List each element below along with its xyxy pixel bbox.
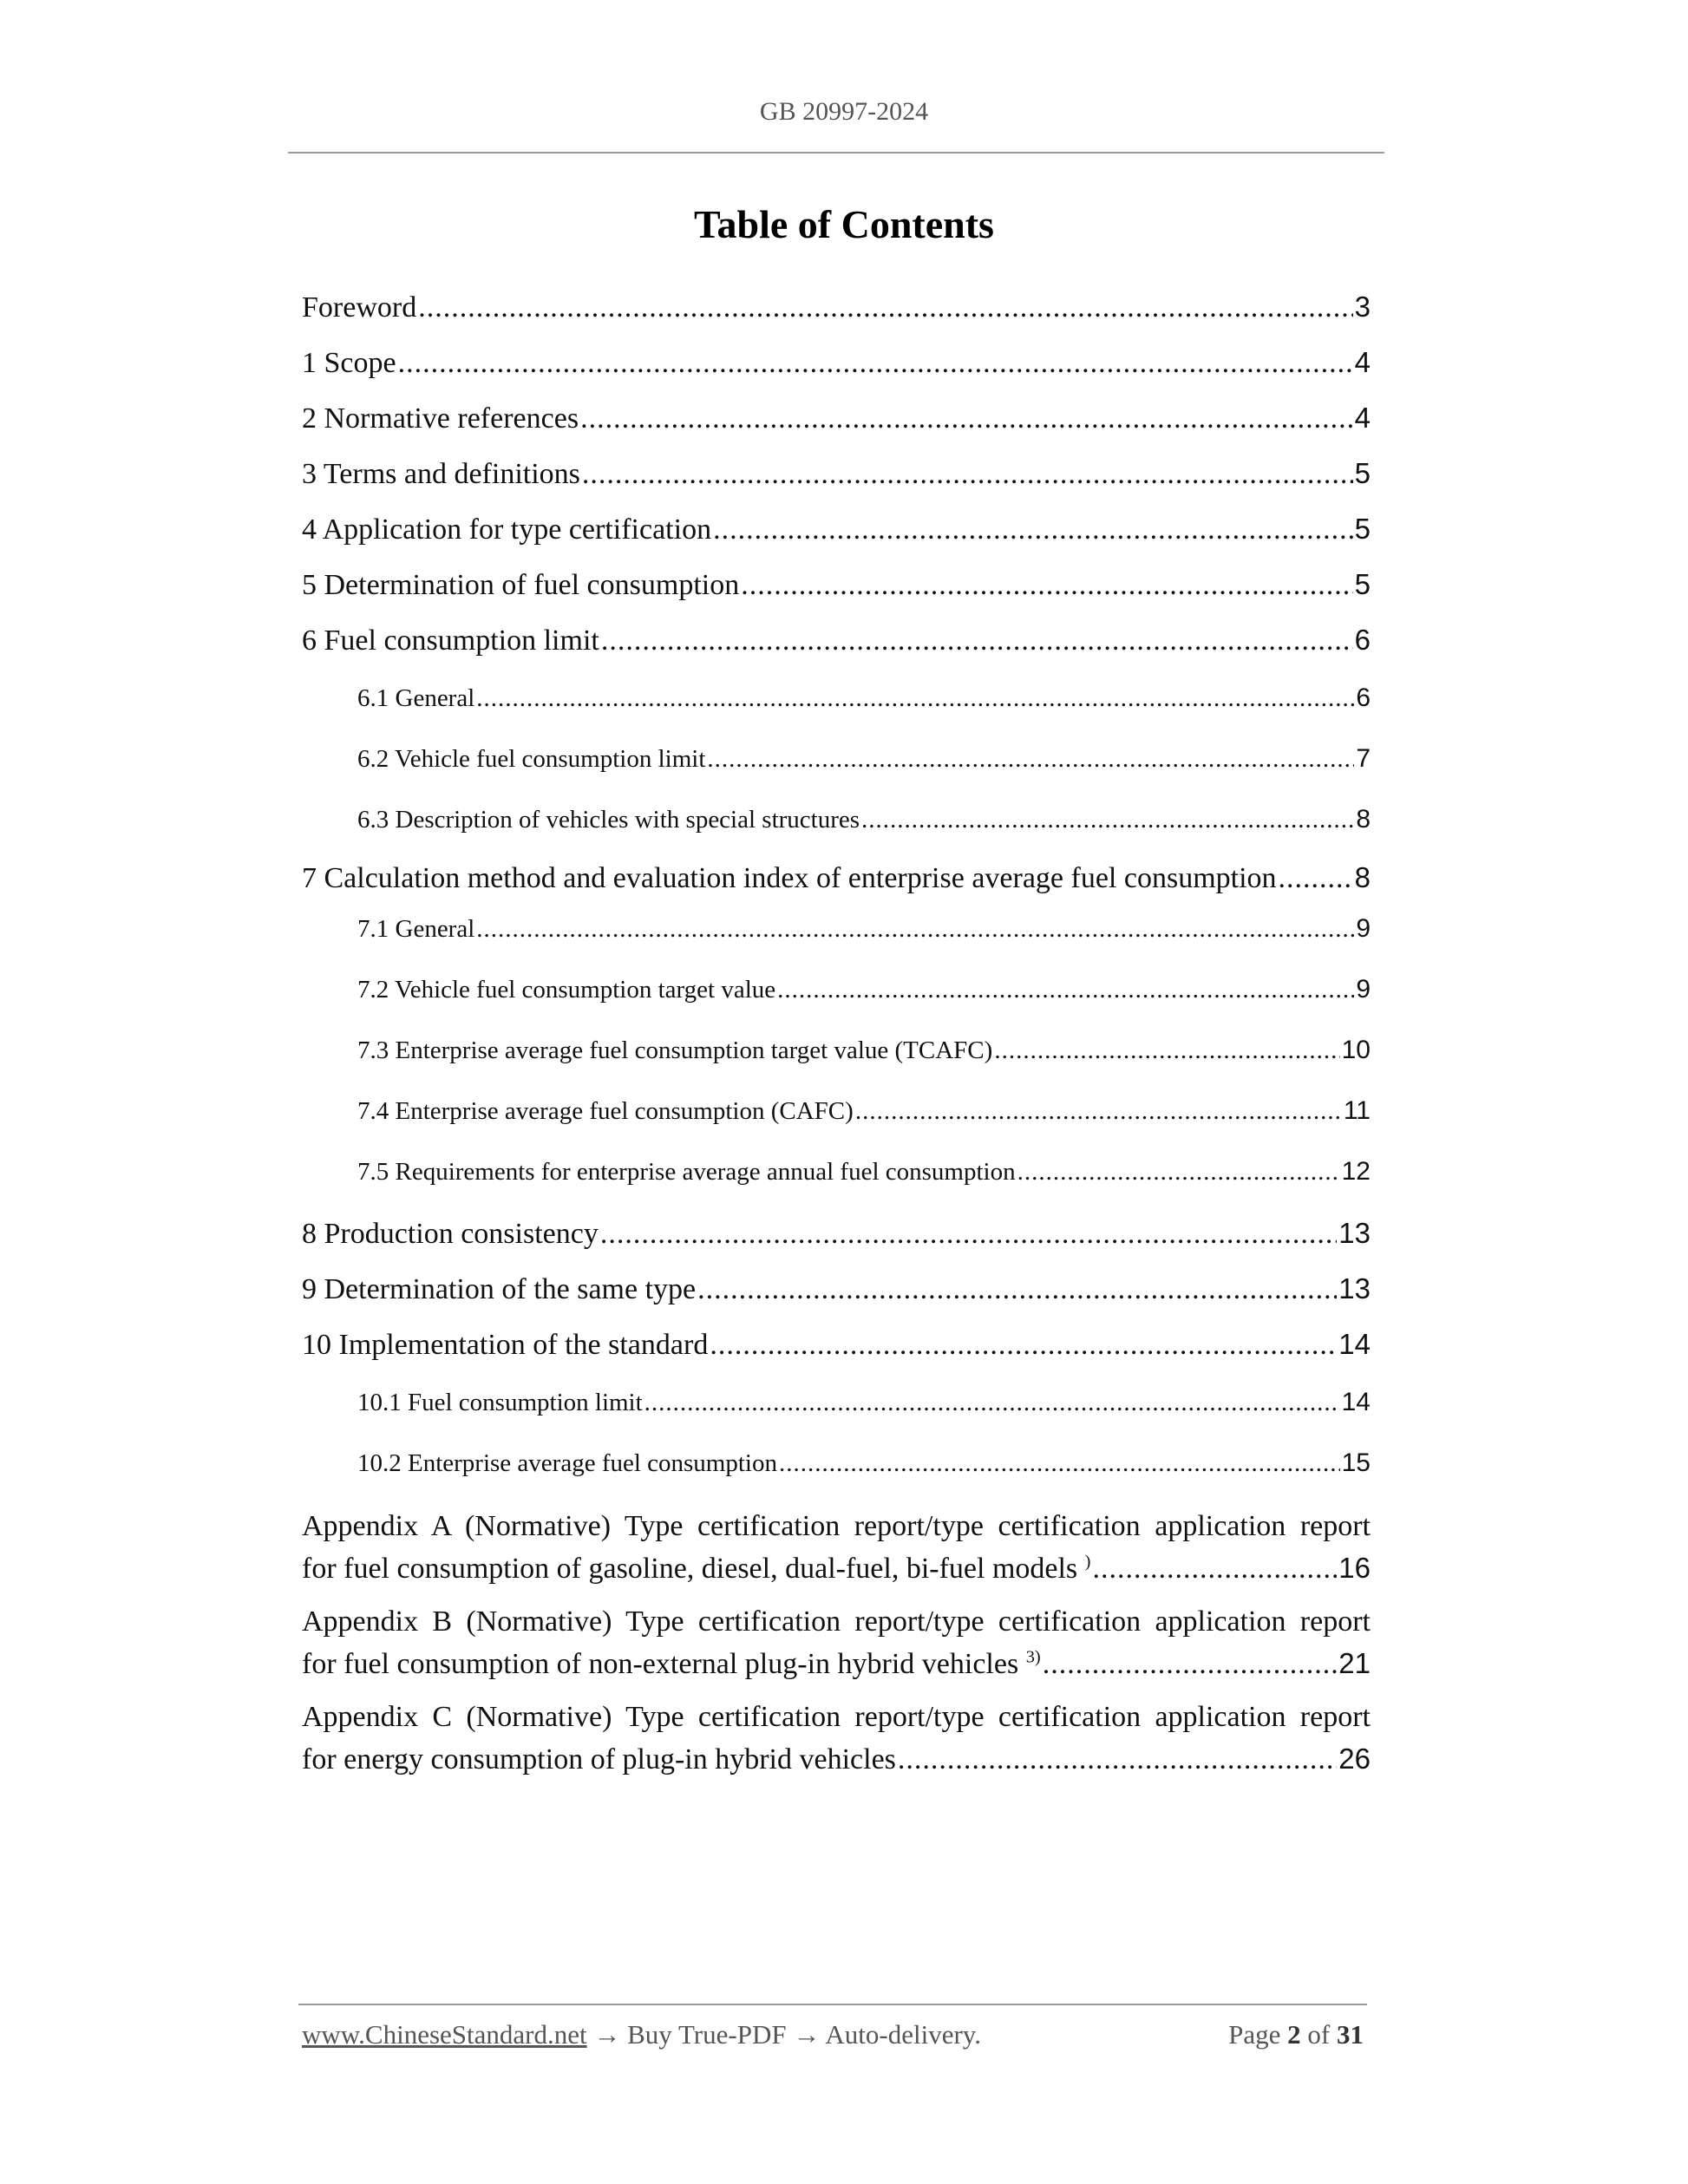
toc-entry-fuel-limit[interactable]: 6 Fuel consumption limit ..... 6: [302, 612, 1371, 668]
toc-entry-7-2[interactable]: 7.2 Vehicle fuel consumption target value ..... 9: [302, 959, 1371, 1020]
toc-entry-7-5[interactable]: 7.5 Requirements for enterprise average annual fuel consumption ..... 12: [302, 1141, 1371, 1202]
toc-entry-appendix-c[interactable]: Appendix C (Normative) Type certification report/type certification application report for energy consumption of plug-in hybrid vehicles ..... 26: [302, 1697, 1371, 1780]
toc-entry-calculation-method[interactable]: 7 Calculation method and evaluation index of enterprise average fuel consumption ..... 8: [302, 850, 1371, 899]
toc-entry-appendix-a[interactable]: Appendix A (Normative) Type certification report/type certification application report for fuel consumption of gasoline, diesel, dual-fuel, bi-fuel models ) ..... 16: [302, 1506, 1371, 1589]
arrow-icon: →: [793, 2019, 821, 2050]
chinesestandard-link[interactable]: www.ChineseStandard.net: [302, 2019, 587, 2050]
header-divider: [288, 152, 1384, 154]
toc-entry-implementation[interactable]: 10 Implementation of the standard ..... 14: [302, 1317, 1371, 1372]
toc-entry-same-type[interactable]: 9 Determination of the same type ..... 13: [302, 1261, 1371, 1317]
toc-entry-determination[interactable]: 5 Determination of fuel consumption ..... 5: [302, 557, 1371, 612]
page-title: Table of Contents: [694, 202, 994, 246]
toc-entry-normative-references[interactable]: 2 Normative references ..... 4: [302, 390, 1371, 446]
toc-entry-foreword[interactable]: Foreword ..... 3: [302, 279, 1371, 335]
toc-entry-appendix-b[interactable]: Appendix B (Normative) Type certification report/type certification application report for fuel consumption of non-external plug-in hybrid vehicles $^{3)}$ ..... 21: [302, 1601, 1371, 1684]
toc-entry-terms[interactable]: 3 Terms and definitions ..... 5: [302, 446, 1371, 501]
page-number: Page 2 of 31: [1228, 2019, 1364, 2050]
toc-entry-application[interactable]: 4 Application for type certification ..... 5: [302, 501, 1371, 557]
toc-entry-7-1[interactable]: 7.1 General ..... 9: [302, 899, 1371, 959]
toc-entry-production-consistency[interactable]: 8 Production consistency ..... 13: [302, 1206, 1371, 1261]
toc-entry-6-2[interactable]: 6.2 Vehicle fuel consumption limit ..... 7: [302, 729, 1371, 789]
toc-entry-10-2[interactable]: 10.2 Enterprise average fuel consumption ..... 15: [302, 1433, 1371, 1494]
arrow-icon: →: [593, 2019, 621, 2050]
table-of-contents: [302, 279, 1371, 1780]
page-footer: [302, 2019, 1364, 2050]
toc-entry-6-1[interactable]: 6.1 General ..... 6: [302, 668, 1371, 729]
toc-entry-7-4[interactable]: 7.4 Enterprise average fuel consumption (CAFC) ..... 11: [302, 1081, 1371, 1141]
toc-entry-scope[interactable]: 1 Scope ..... 4: [302, 335, 1371, 390]
footer-promo: www.ChineseStandard.net → Buy True-PDF → Auto-delivery.: [302, 2019, 982, 2050]
footer-divider: [298, 2004, 1367, 2005]
toc-entry-6-3[interactable]: 6.3 Description of vehicles with special structures ..... 8: [302, 789, 1371, 850]
document-code-header: GB 20997-2024: [759, 97, 929, 126]
toc-entry-10-1[interactable]: 10.1 Fuel consumption limit ..... 14: [302, 1372, 1371, 1433]
toc-entry-7-3[interactable]: 7.3 Enterprise average fuel consumption target value (TCAFC) ..... 10: [302, 1020, 1371, 1081]
